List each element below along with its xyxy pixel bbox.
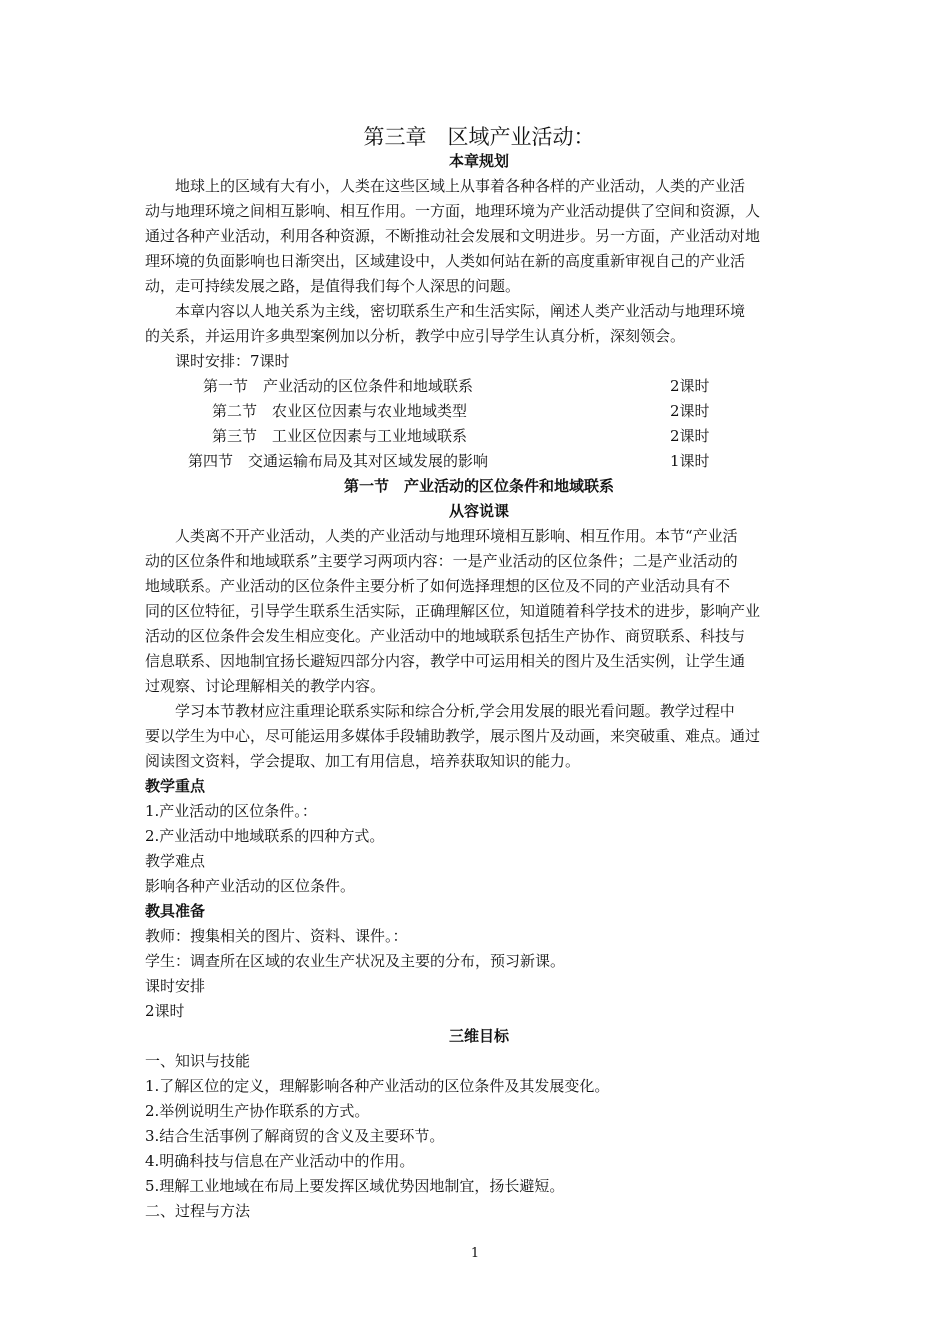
chapter-plan-heading: 本章规划 (448, 152, 509, 170)
section-title: 第一节 产业活动的区位条件和地域联系 (343, 477, 614, 495)
intro-line: 地球上的区域有大有小，人类在这些区域上从事着各种各样的产业活动，人类的产业活 (145, 177, 746, 195)
lesson-line: 人类离不开产业活动，人类的产业活动与地理环境相互影响、相互作用。本节“产业活 (145, 527, 738, 545)
materials-heading: 教具准备 (145, 902, 206, 920)
lesson-line: 学习本节教材应注重理论联系实际和综合分析,学会用发展的眼光看问题。教学过程中 (145, 702, 735, 720)
page-number: 1 (470, 1246, 480, 1261)
hours-heading: 课时安排 (145, 977, 206, 995)
lesson-line: 动的区位条件和地域联系”主要学习两项内容：一是产业活动的区位条件；二是产业活动的 (145, 552, 738, 570)
knowledge-item: 5.理解工业地域在布局上要发挥区域优势因地制宜，扬长避短。 (145, 1177, 565, 1195)
lesson-heading: 从容说课 (448, 502, 509, 520)
knowledge-item: 1.了解区位的定义，理解影响各种产业活动的区位条件及其发展变化。 (145, 1077, 610, 1095)
lesson-line: 信息联系、因地制宜扬长避短四部分内容，教学中可运用相关的图片及生活实例，让学生通 (145, 652, 746, 670)
schedule-section: 第四节 交通运输布局及其对区域发展的影响 (188, 452, 489, 470)
intro-line: 课时安排：7课时 (145, 352, 290, 370)
lesson-line: 过观察、讨论理解相关的教学内容。 (145, 677, 386, 695)
intro-line: 本章内容以人地关系为主线，密切联系生产和生活实际，阐述人类产业活动与地理环境 (145, 302, 746, 320)
lesson-line: 要以学生为中心，尽可能运用多媒体手段辅助教学，展示图片及动画，来突破重、难点。通过 (145, 727, 761, 745)
knowledge-item: 4.明确科技与信息在产业活动中的作用。 (145, 1152, 415, 1170)
schedule-hours: 1课时 (670, 452, 710, 470)
intro-line: 通过各种产业活动，利用各种资源，不断推动社会发展和文明进步。另一方面，产业活动对地 (145, 227, 761, 245)
knowledge-item: 2.举例说明生产协作联系的方式。 (145, 1102, 370, 1120)
lesson-line: 活动的区位条件会发生相应变化。产业活动中的地域联系包括生产协作、商贸联系、科技与 (145, 627, 746, 645)
process-heading: 二、过程与方法 (145, 1202, 251, 1220)
key-point-item: 1.产业活动的区位条件。： (145, 802, 317, 820)
key-point-item: 2.产业活动中地域联系的四种方式。 (145, 827, 385, 845)
key-points-heading: 教学重点 (145, 777, 206, 795)
schedule-hours: 2课时 (670, 377, 710, 395)
difficulty-heading: 教学难点 (145, 852, 206, 870)
materials-teacher: 教师：搜集相关的图片、资料、课件。： (145, 927, 408, 945)
difficulty-text: 影响各种产业活动的区位条件。 (145, 877, 356, 895)
intro-line: 理环境的负面影响也日渐突出，区域建设中，人类如何站在新的高度重新审视自己的产业活 (145, 252, 746, 270)
intro-line: 动与地理环境之间相互影响、相互作用。一方面，地理环境为产业活动提供了空间和资源，人 (145, 202, 761, 220)
schedule-section: 第三节 工业区位因素与工业地域联系 (212, 427, 468, 445)
chapter-title: 第三章 区域产业活动： (363, 125, 595, 149)
intro-line: 动，走可持续发展之路，是值得我们每个人深思的问题。 (145, 277, 521, 295)
lesson-line: 地域联系。产业活动的区位条件主要分析了如何选择理想的区位及不同的产业活动具有不 (145, 577, 731, 595)
hours-value: 2课时 (145, 1002, 185, 1020)
schedule-hours: 2课时 (670, 402, 710, 420)
schedule-section: 第二节 农业区位因素与农业地域类型 (212, 402, 468, 420)
objectives-heading: 三维目标 (448, 1027, 509, 1045)
lesson-line: 阅读图文资料，学会提取、加工有用信息，培养获取知识的能力。 (145, 752, 581, 770)
knowledge-heading: 一、知识与技能 (145, 1052, 251, 1070)
intro-line: 的关系，并运用许多典型案例加以分析，教学中应引导学生认真分析，深刻领会。 (145, 327, 686, 345)
schedule-hours: 2课时 (670, 427, 710, 445)
knowledge-item: 3.结合生活事例了解商贸的含义及主要环节。 (145, 1127, 445, 1145)
materials-student: 学生：调查所在区域的农业生产状况及主要的分布，预习新课。 (145, 952, 566, 970)
schedule-section: 第一节 产业活动的区位条件和地域联系 (203, 377, 474, 395)
lesson-line: 同的区位特征，引导学生联系生活实际，正确理解区位，知道随着科学技术的进步，影响产业 (145, 602, 761, 620)
